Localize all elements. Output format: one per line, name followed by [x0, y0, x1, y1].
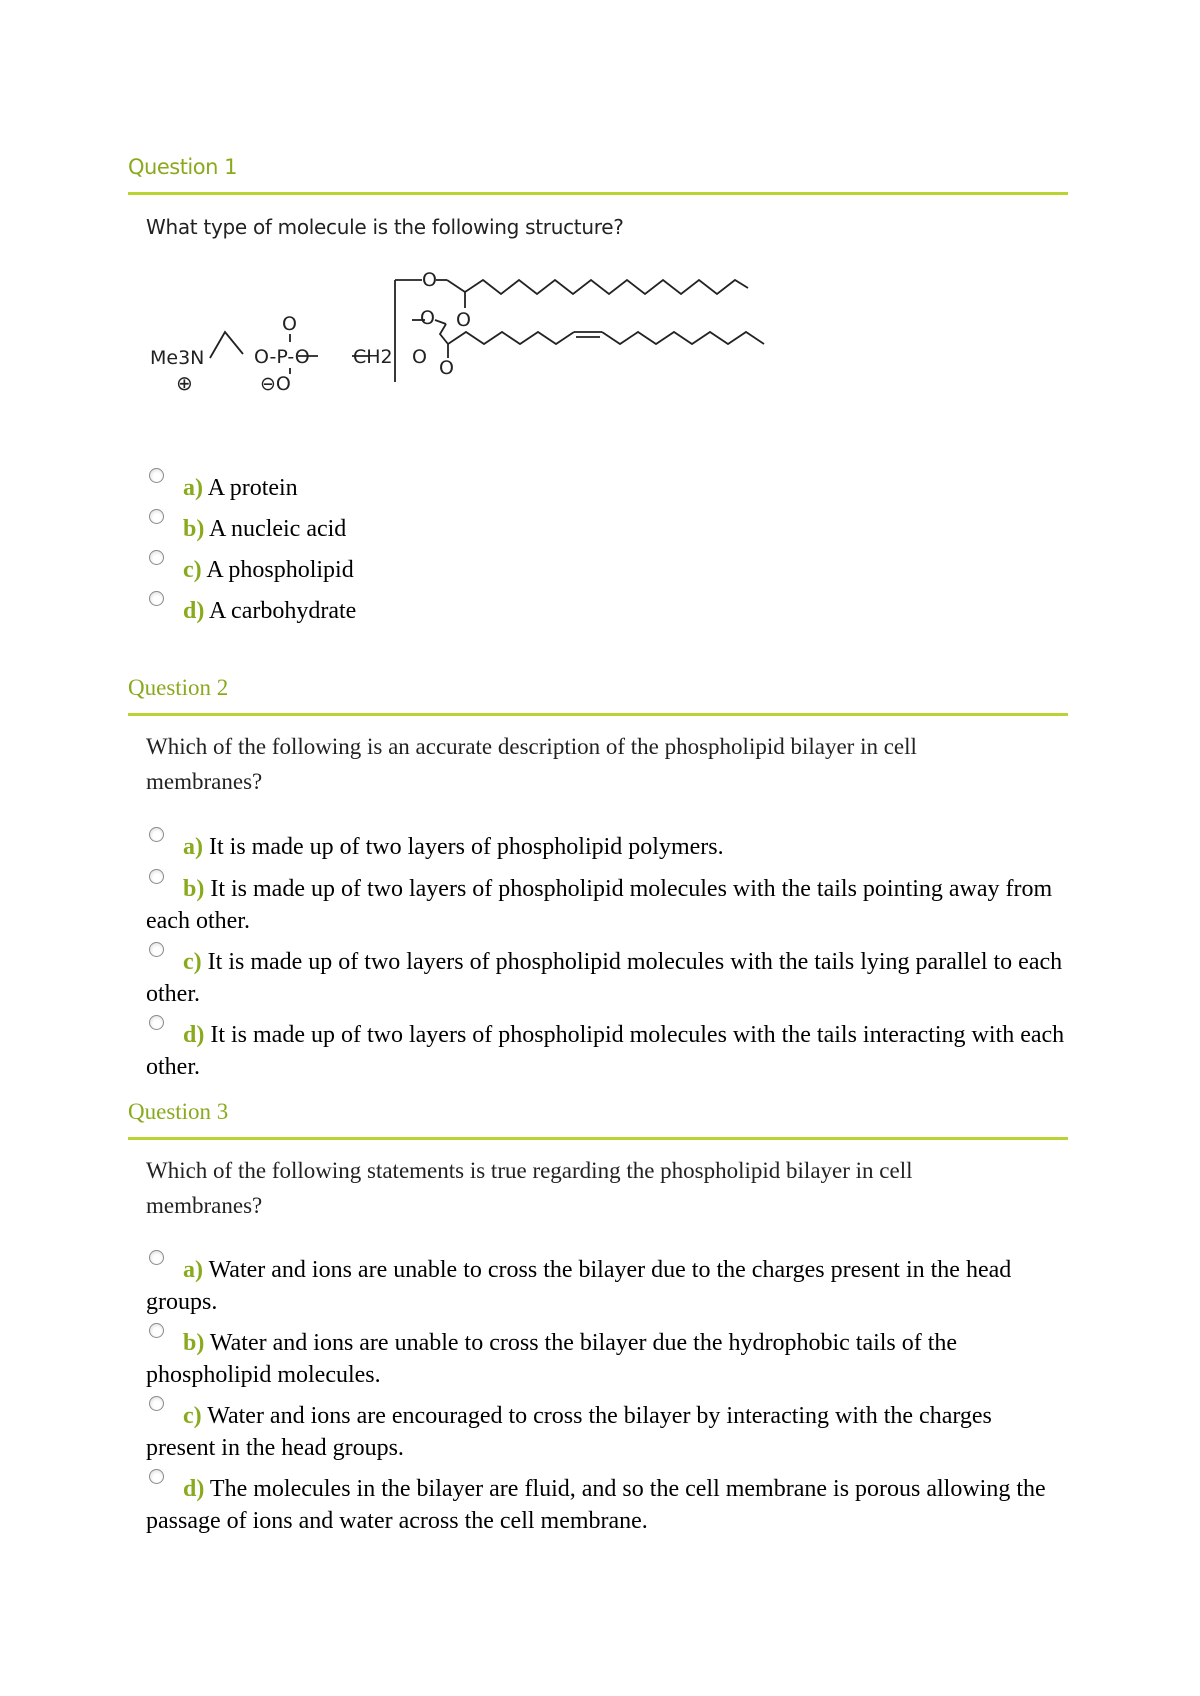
- option-label: Water and ions are encouraged to cross the bilayer by interacting with the charges present in the head groups.: [146, 1403, 992, 1461]
- radio-button[interactable]: [149, 1469, 164, 1484]
- question-heading: Question 2: [128, 675, 229, 700]
- question-text: What type of molecule is the following structure?: [146, 215, 624, 239]
- option-q1-b[interactable]: [146, 513, 1066, 545]
- option-q2-d[interactable]: [146, 1019, 1066, 1083]
- option-label: Water and ions are unable to cross the bilayer due to the charges present in the head groups.: [146, 1257, 1012, 1315]
- option-letter: a): [183, 834, 203, 860]
- radio-button[interactable]: [149, 509, 164, 524]
- carbonyl-oxygen-1: O: [456, 309, 471, 331]
- option-letter: d): [183, 1476, 205, 1502]
- heading-divider: [128, 1137, 1068, 1140]
- question-text: Which of the following statements is true regarding the phospholipid bilayer in cell membranes?: [146, 1158, 913, 1218]
- option-q3-c[interactable]: [146, 1400, 1066, 1464]
- option-q2-c[interactable]: [146, 946, 1066, 1010]
- phosphate-negative-oxygen: ⊖O: [260, 373, 291, 395]
- option-letter: c): [183, 1403, 202, 1429]
- option-letter: d): [183, 598, 205, 624]
- radio-button[interactable]: [149, 591, 164, 606]
- option-q1-d[interactable]: [146, 595, 1066, 627]
- heading-divider: [128, 713, 1068, 716]
- ester-oxygen-2: O: [420, 307, 435, 329]
- radio-button[interactable]: [149, 1323, 164, 1338]
- option-label: It is made up of two layers of phospholipid polymers.: [209, 834, 724, 860]
- option-label: A protein: [207, 475, 298, 501]
- option-letter: b): [183, 516, 205, 542]
- option-letter: b): [183, 1330, 205, 1356]
- radio-button[interactable]: [149, 942, 164, 957]
- option-q2-a[interactable]: [146, 831, 1066, 863]
- option-label: A nucleic acid: [209, 516, 347, 542]
- option-letter: a): [183, 475, 203, 501]
- option-label: The molecules in the bilayer are fluid, and so the cell membrane is porous allowing the passage of ions and water across the cell membrane.: [146, 1476, 1046, 1534]
- option-q2-b[interactable]: [146, 873, 1066, 937]
- radio-button[interactable]: [149, 1250, 164, 1265]
- glycerol-oxygen: O: [412, 346, 427, 368]
- option-letter: c): [183, 557, 202, 583]
- option-letter: a): [183, 1257, 203, 1283]
- positive-charge-icon: ⊕: [176, 371, 193, 395]
- question-2: [128, 673, 1068, 794]
- radio-button[interactable]: [149, 827, 164, 842]
- ester-oxygen-1: O: [422, 269, 437, 291]
- ch2-group: CH2: [353, 346, 393, 368]
- question-1: [128, 152, 1068, 239]
- option-letter: d): [183, 1022, 205, 1048]
- phosphate-group: O-P-O: [254, 346, 310, 368]
- option-q1-a[interactable]: [146, 472, 1066, 504]
- option-label: It is made up of two layers of phospholipid molecules with the tails pointing away from each other.: [146, 876, 1053, 934]
- question-heading: Question 3: [128, 1099, 229, 1124]
- option-q3-d[interactable]: [146, 1473, 1066, 1537]
- option-label: A carbohydrate: [209, 598, 357, 624]
- question-heading: Question 1: [128, 155, 237, 179]
- phospholipid-structure-diagram: [150, 262, 840, 430]
- option-letter: c): [183, 949, 202, 975]
- question-3: [128, 1097, 1068, 1218]
- heading-divider: [128, 192, 1068, 195]
- carbonyl-oxygen-2: O: [439, 357, 454, 379]
- option-q3-b[interactable]: [146, 1327, 1066, 1391]
- radio-button[interactable]: [149, 550, 164, 565]
- option-label: It is made up of two layers of phospholipid molecules with the tails interacting with each other.: [146, 1022, 1065, 1080]
- radio-button[interactable]: [149, 468, 164, 483]
- radio-button[interactable]: [149, 1015, 164, 1030]
- option-label: It is made up of two layers of phospholipid molecules with the tails lying parallel to each other.: [146, 949, 1063, 1007]
- option-label: A phospholipid: [206, 557, 354, 583]
- question-text: Which of the following is an accurate description of the phospholipid bilayer in cell membranes?: [146, 734, 917, 794]
- radio-button[interactable]: [149, 1396, 164, 1411]
- option-q1-c[interactable]: [146, 554, 1066, 586]
- trimethylammonium-label: Me3N: [150, 347, 205, 369]
- radio-button[interactable]: [149, 869, 164, 884]
- option-q3-a[interactable]: [146, 1254, 1066, 1318]
- option-label: Water and ions are unable to cross the bilayer due the hydrophobic tails of the phospholipid molecules.: [146, 1330, 958, 1388]
- option-letter: b): [183, 876, 205, 902]
- phosphoryl-oxygen: O: [282, 313, 297, 335]
